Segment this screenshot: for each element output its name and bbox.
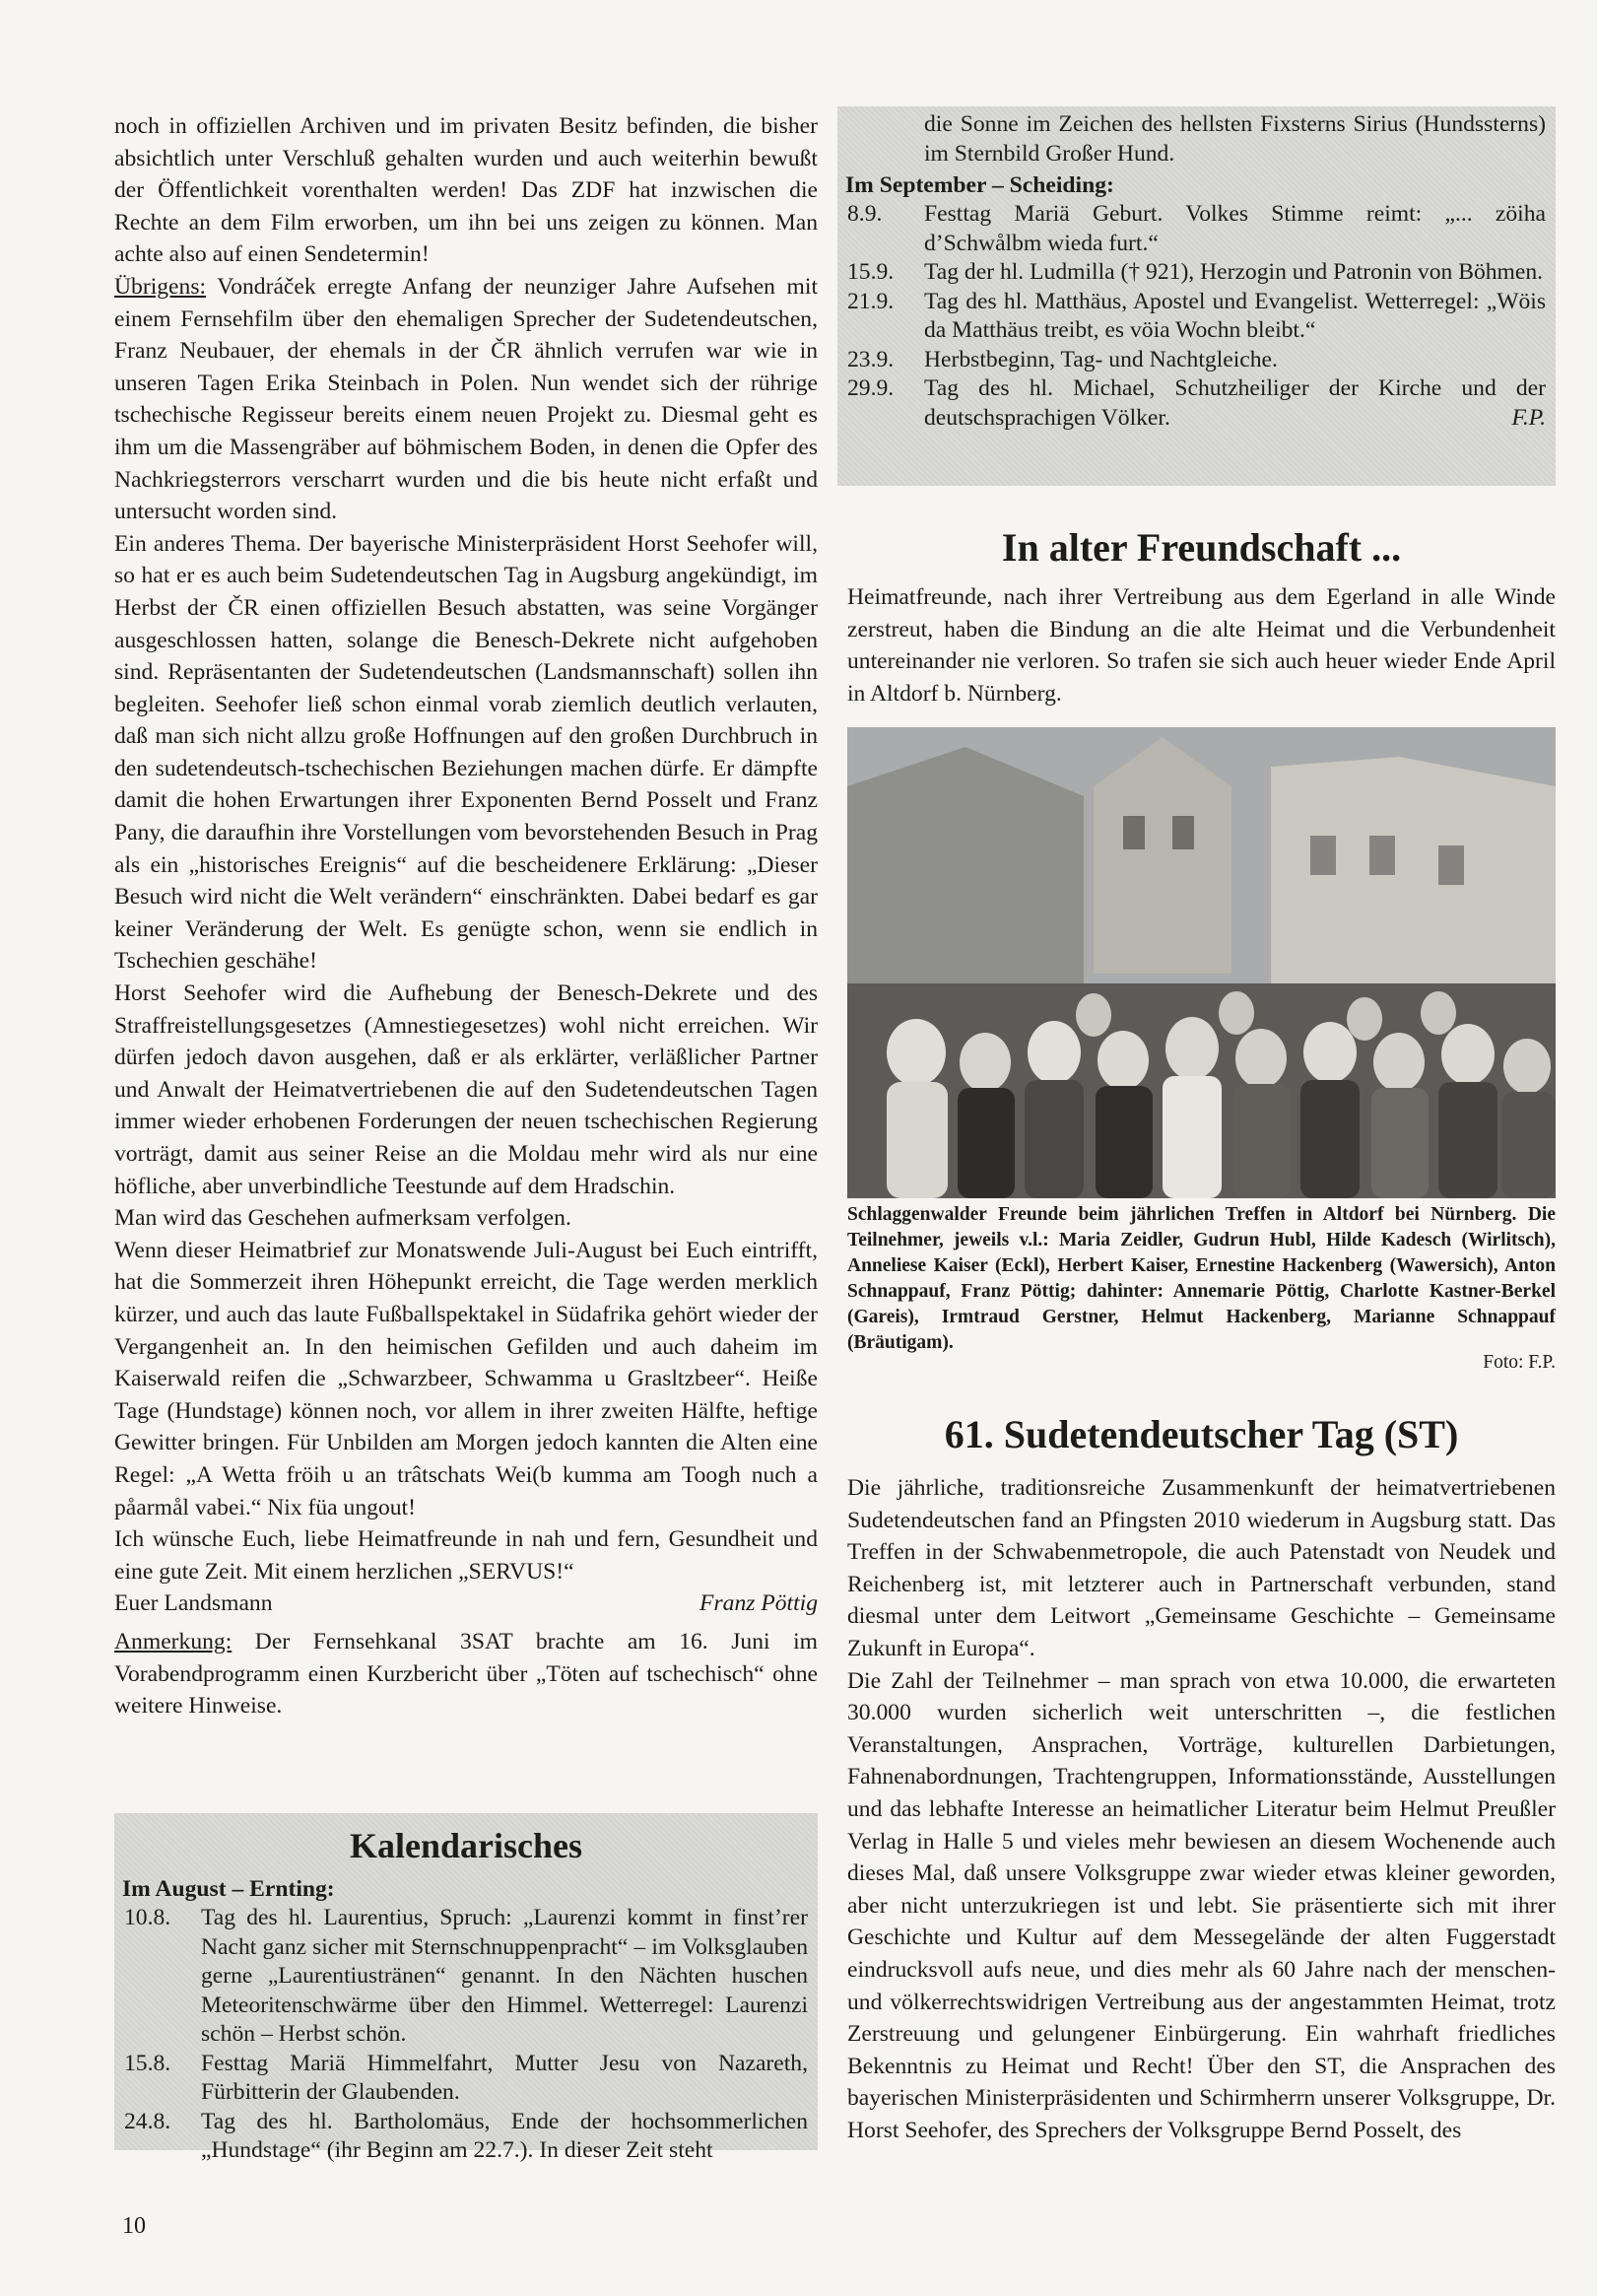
paragraph: Wenn dieser Heimatbrief zur Monatswende Juli-August bei Euch eintrifft, hat die Sommerzeit ihren Höhepunkt erreicht, die Tage werden merklich kürzer, und auch das laute Fußballspektakel in Südafrika gehört wieder der Vergangenheit an. In den heimischen Gefilden und auch daheim im Kaiserwald reifen die „Schwarzbeer, Schwamma u Grasltzbeer“. Heiße Tage (Hundstage) können noch, vor allem in ihrer zweiten Hälfte, heftige Gewitter bringen. Für Unbilden am Morgen jedoch kannten die Alten eine Regel: „A Wetta fröih u an trâtschats Wei(b kumma am Toogh nuch a påarmål vabei.“ Nix füa ungout! (114, 1237, 818, 1520)
entry-date: 23.9. (847, 346, 895, 372)
entry-date: 8.9. (847, 201, 883, 227)
entry-date: 10.8. (124, 1905, 171, 1930)
calendar-entry (114, 2108, 818, 2166)
calendar-entry (837, 288, 1556, 346)
note (114, 1626, 818, 1722)
entry-text: Festtag Mariä Himmelfahrt, Mutter Jesu von Nazareth, Fürbitterin der Glaubenden. (201, 2050, 808, 2105)
paragraph: Die jährliche, traditionsreiche Zusammenkunft der heimatvertriebenen Sudetendeutschen fand an Pfingsten 2010 wiederum in Augsburg statt. Das Treffen in der Schwabenmetropole, die auch Patenstadt von Neudek und Reichenberg ist, mit letzterer auch in Partnerschaft verbunden, stand diesmal unter dem Leitwort „Gemeinsame Geschichte – Gemeinsame Zukunft in Europa“. (847, 1475, 1556, 1661)
calendar-entry (837, 374, 1556, 433)
entry-date: 15.9. (847, 259, 895, 285)
calendar-title: Kalendarisches (349, 1826, 582, 1865)
paragraph: Ich wünsche Euch, liebe Heimatfreunde in nah und fern, Gesundheit und eine gute Zeit. Mit einem herzlichen „SERVUS!“ (114, 1526, 818, 1585)
group-photo (847, 727, 1556, 1198)
calendar-entry (114, 2050, 818, 2108)
entry-text: Tag des hl. Bartholomäus, Ende der hochsommerlichen „Hundstage“ (ihr Beginn am 22.7.). In dieser Zeit steht (201, 2108, 808, 2163)
signature-line (114, 1587, 818, 1620)
author-initials: F.P. (1511, 404, 1546, 431)
note-lead: Anmerkung: (114, 1628, 233, 1654)
paragraph: Die Zahl der Teilnehmer – man sprach von etwa 10.000, die erwarteten 30.000 wurden sicherlich weit unterschritten –, die festlichen Veranstaltungen, Ansprachen, Vorträge, kulturellen Darbietungen, Fahnenabordnungen, Trachtengruppen, Informationsstände, Ausstellungen und das lebhafte Interesse an heimatlicher Literatur beim Helmut Preußler Verlag in Halle 5 und vieles mehr bewiesen an diesem Wochenende auch dieses Mal, daß unsere Volksgruppe zwar wieder etwas kleiner geworden, aber nicht unterzukriegen ist und lebt. Sie präsentierte sich mit ihrer Geschichte und Kultur auf dem Messegelände der alten Fuggerstadt eindrucksvoll aufs neue, und dies mehr als 60 Jahre nach der menschen- und völkerrechtswidrigen Vertreibung aus der angestammten Heimat, trotz Zerstreuung und gelungener Einbürgerung. Ein wahrhaft friedliches Bekenntnis zu Heimat und Recht! Über den ST, die Ansprachen des bayerischen Ministerpräsidenten und Schirmherrn unserer Volksgruppe, Dr. Horst Seehofer, des Sprechers der Volksgruppe Bernd Posselt, des (847, 1667, 1556, 2143)
entry-text: Tag des hl. Laurentius, Spruch: „Laurenzi kommt in finst’rer Nacht ganz sicher mit Sternschnuppenpracht“ – im Volksglauben gerne „Laurentiustränen“ genannt. In den Nächten huschen Meteoritenschwärme über den Himmel. Wetterregel: Laurenzi schön – Herbst schön. (201, 1905, 808, 2047)
month-heading: Im September – Scheiding: (845, 172, 1114, 198)
left-column (114, 110, 818, 1722)
paragraph-text: Vondráček erregte Anfang der neunziger Jahre Aufsehen mit einem Fernsehfilm über den ehemaligen Sprecher der Sudetendeutschen, Franz Neubauer, der ehemals in der ČR ähnlich verrufen war wie in unseren Tagen Erika Steinbach in Polen. Nun wendet sich der rührige tschechische Regisseur bereits einem neuen Projekt zu. Diesmal geht es ihm um die Massengräber auf böhmischem Boden, in denen die Opfer des Nachkriegsterrors verscharrt wurden und die bis heute nicht erfaßt und untersucht worden sind. (114, 273, 818, 525)
calendar-box-august (114, 1813, 818, 2163)
page-number: 10 (122, 2213, 146, 2239)
calendar-box-september (837, 106, 1556, 486)
calendar-entry (837, 258, 1556, 288)
entry-text: Festtag Mariä Geburt. Volkes Stimme reimt: „... zöiha d’Schwålbm wieda furt.“ (924, 201, 1546, 256)
paragraph (114, 271, 818, 528)
calendar-entry (114, 1904, 818, 2050)
article-body (847, 1472, 1556, 2146)
entry-date: 15.8. (124, 2050, 171, 2076)
paragraph: Heimatfreunde, nach ihrer Vertreibung aus dem Egerland in alle Winde zerstreut, haben die Bindung an die alte Heimat und die Verbundenheit untereinander nie verloren. So trafen sie sich auch heuer wieder Ende April in Altdorf b. Nürnberg. (847, 584, 1556, 707)
entry-text: Tag des hl. Matthäus, Apostel und Evangelist. Wetterregel: „Wöis da Matthäus treibt, es vöia Wochn bleibt.“ (924, 288, 1546, 343)
entry-date: 24.8. (124, 2108, 171, 2134)
section-heading: 61. Sudetendeutscher Tag (ST) (944, 1412, 1459, 1456)
calendar-entry (837, 200, 1556, 258)
inline-lead: Übrigens: (114, 273, 207, 300)
photo-caption: Schlaggenwalder Freunde beim jährlichen Treffen in Altdorf bei Nürnberg. Die Teilnehmer, jeweils v.l.: Maria Zeidler, Gudrun Hubl, Hilde Kadesch (Wirlitsch), Anneliese Kaiser (Eckl), Herbert Kaiser, Ernestine Hackenberg (Wawersich), Anton Schnappauf, Franz Pöttig; dahinter: Annemarie Pöttig, Charlotte Kastner-Berkel (Gareis), Irmtraud Gerstner, Helmut Hackenberg, Marianne Schnappauf (Bräutigam). (847, 1204, 1556, 1353)
signature-greeting: Euer Landsmann (114, 1590, 273, 1617)
entry-text (924, 374, 1556, 433)
paragraph: Ein anderes Thema. Der bayerische Ministerpräsident Horst Seehofer will, so hat er es auch beim Sudetendeutschen Tag in Augsburg angekündigt, im Herbst der ČR einen offiziellen Besuch abstatten, was seine Vorgänger ausgeschlossen hatten, solange die Benesch-Dekrete nicht aufgehoben sind. Repräsentanten der Sudetendeutschen (Landsmannschaft) sollen ihn begleiten. Seehofer ließ schon einmal vorab ziemlich deutlich verlauten, daß man sich nicht allzu große Hoffnungen auf den großen Durchbruch in den sudetendeutsch-tschechischen Beziehungen machen dürfe. Er dämpfte damit die hohen Erwartungen ihrer Exponenten Bernd Posselt und Franz Pany, die daraufhin ihre Vorstellungen vom bevorstehenden Besuch in Prag als ein „historisches Ereignis“ auf die bescheidenere Erklärung: „Dieser Besuch wird nicht die Welt verändern“ einschränkten. Dabei bedarf es gar keiner Veränderung der Welt. Es genügte schon, wenn sie endlich in Tschechien geschähe! (114, 530, 818, 975)
entry-text: Tag der hl. Ludmilla († 921), Herzogin und Patronin von Böhmen. (924, 259, 1544, 285)
entry-text-body: Tag des hl. Michael, Schutzheiliger der Kirche und der deutschsprachigen Völker. (924, 375, 1546, 431)
paragraph: Horst Seehofer wird die Aufhebung der Benesch-Dekrete und des Straffreistellungsgesetzes (Amnestiegesetzes) wohl nicht erreichen. Wir dürfen jedoch davon ausgehen, daß er als erklärter, verläßlicher Partner und Anwalt der Heimatvertriebenen die auf den Sudetendeutschen Tagen immer wieder erhobenen Forderungen der neuen tschechischen Regierung vorträgt, damit aus seiner Reise an die Moldau mehr wird als nur eine höfliche, aber unverbindliche Teestunde auf dem Hradschin. (114, 980, 818, 1199)
month-heading: Im August – Ernting: (122, 1876, 335, 1902)
group-photo-illustration (847, 727, 1556, 1198)
section-heading: In alter Freundschaft ... (1001, 525, 1402, 570)
calendar-continuation: die Sonne im Zeichen des hellsten Fixsterns Sirius (Hundssterns) im Sternbild Großer Hund. (924, 111, 1546, 167)
entry-date: 29.9. (847, 375, 895, 401)
calendar-entry (837, 346, 1556, 375)
paragraph: Man wird das Geschehen aufmerksam verfolgen. (114, 1205, 571, 1232)
note-text: Der Fernsehkanal 3SAT brachte am 16. Juni im Vorabendprogramm einen Kurzbericht über „Töten auf tschechisch“ ohne weitere Hinweise. (114, 1628, 818, 1720)
entry-date: 21.9. (847, 288, 895, 314)
photo-credit: Foto: F.P. (1483, 1352, 1556, 1373)
signature-name: Franz Pöttig (699, 1590, 818, 1617)
entry-text: Herbstbeginn, Tag- und Nachtgleiche. (924, 346, 1278, 372)
paragraph: noch in offiziellen Archiven und im privaten Besitz befinden, die bisher absichtlich unter Verschluß gehalten wurden und auch weiterhin bewußt der Öffentlichkeit vorenthalten werden! Das ZDF hat inzwischen die Rechte an dem Film erworben, um ihn bei uns zeigen zu können. Man achte also auf einen Sendetermin! (114, 113, 818, 268)
